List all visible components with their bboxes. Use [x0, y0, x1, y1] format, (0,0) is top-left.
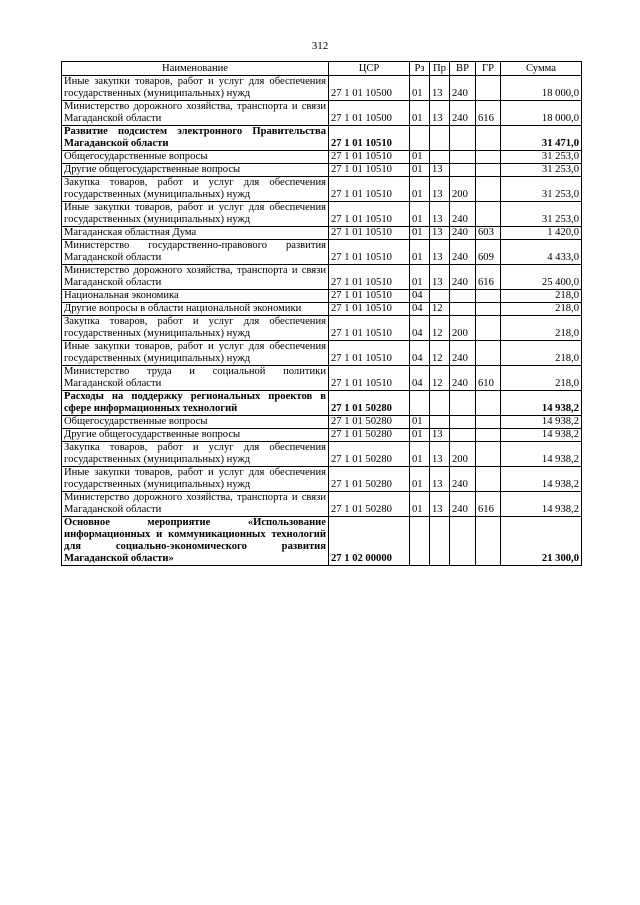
cell-pr: 12 [430, 341, 450, 366]
cell-sum: 14 938,2 [501, 442, 582, 467]
cell-gr: 603 [476, 227, 501, 240]
cell-rz: 01 [410, 177, 430, 202]
cell-csr: 27 1 01 10510 [329, 303, 410, 316]
cell-vr: 240 [450, 202, 476, 227]
cell-pr: 13 [430, 164, 450, 177]
cell-vr: 240 [450, 492, 476, 517]
cell-name: Закупка товаров, работ и услуг для обеспечения государственных (муниципальных) нужд [62, 316, 329, 341]
cell-name: Расходы на поддержку региональных проектов в сфере информационных технологий [62, 391, 329, 416]
cell-rz: 04 [410, 316, 430, 341]
cell-name: Общегосударственные вопросы [62, 151, 329, 164]
cell-csr: 27 1 01 50280 [329, 492, 410, 517]
cell-sum: 31 253,0 [501, 164, 582, 177]
table-row [62, 517, 582, 566]
cell-csr: 27 1 01 10510 [329, 265, 410, 290]
cell-csr: 27 1 01 10510 [329, 316, 410, 341]
cell-gr: 610 [476, 366, 501, 391]
cell-csr: 27 1 01 50280 [329, 467, 410, 492]
cell-gr: 616 [476, 492, 501, 517]
cell-rz: 01 [410, 164, 430, 177]
cell-name: Иные закупки товаров, работ и услуг для обеспечения государственных (муниципальных) нужд [62, 202, 329, 227]
cell-pr: 13 [430, 492, 450, 517]
cell-rz: 01 [410, 202, 430, 227]
cell-gr [476, 303, 501, 316]
cell-sum: 218,0 [501, 366, 582, 391]
cell-sum: 14 938,2 [501, 467, 582, 492]
cell-rz: 01 [410, 240, 430, 265]
cell-gr: 609 [476, 240, 501, 265]
table-header-row [62, 62, 582, 76]
cell-rz: 01 [410, 227, 430, 240]
cell-vr [450, 164, 476, 177]
cell-vr [450, 517, 476, 566]
cell-name: Общегосударственные вопросы [62, 416, 329, 429]
table-row [62, 492, 582, 517]
cell-csr: 27 1 01 50280 [329, 391, 410, 416]
cell-pr [430, 126, 450, 151]
cell-gr [476, 164, 501, 177]
cell-csr: 27 1 01 10510 [329, 290, 410, 303]
cell-pr [430, 416, 450, 429]
table-row [62, 101, 582, 126]
header-pr: Пр [430, 62, 450, 76]
cell-rz: 01 [410, 265, 430, 290]
table-row [62, 240, 582, 265]
table-row [62, 76, 582, 101]
cell-rz: 01 [410, 429, 430, 442]
cell-sum: 31 253,0 [501, 202, 582, 227]
cell-sum: 14 938,2 [501, 391, 582, 416]
cell-rz: 01 [410, 101, 430, 126]
cell-gr [476, 442, 501, 467]
cell-pr: 13 [430, 265, 450, 290]
cell-csr: 27 1 01 50280 [329, 416, 410, 429]
cell-sum: 218,0 [501, 290, 582, 303]
cell-vr: 240 [450, 467, 476, 492]
cell-name: Министерство дорожного хозяйства, транспорта и связи Магаданской области [62, 265, 329, 290]
cell-vr [450, 416, 476, 429]
cell-csr: 27 1 01 50280 [329, 429, 410, 442]
cell-csr: 27 1 01 50280 [329, 442, 410, 467]
cell-csr: 27 1 01 10510 [329, 126, 410, 151]
cell-vr: 240 [450, 101, 476, 126]
table-row [62, 442, 582, 467]
cell-csr: 27 1 01 10510 [329, 151, 410, 164]
cell-vr [450, 429, 476, 442]
cell-gr: 616 [476, 101, 501, 126]
cell-name: Другие общегосударственные вопросы [62, 429, 329, 442]
cell-name: Национальная экономика [62, 290, 329, 303]
cell-pr: 13 [430, 177, 450, 202]
cell-vr: 240 [450, 227, 476, 240]
cell-gr [476, 517, 501, 566]
cell-rz: 04 [410, 290, 430, 303]
table-row [62, 303, 582, 316]
cell-sum: 25 400,0 [501, 265, 582, 290]
cell-gr [476, 76, 501, 101]
cell-sum: 31 471,0 [501, 126, 582, 151]
cell-sum: 218,0 [501, 341, 582, 366]
cell-pr [430, 290, 450, 303]
cell-pr: 13 [430, 467, 450, 492]
cell-name: Министерство государственно-правового развития Магаданской области [62, 240, 329, 265]
table-row [62, 202, 582, 227]
cell-vr [450, 391, 476, 416]
table-row [62, 366, 582, 391]
cell-pr: 12 [430, 303, 450, 316]
header-vr: ВР [450, 62, 476, 76]
cell-gr [476, 341, 501, 366]
header-csr: ЦСР [329, 62, 410, 76]
cell-vr: 240 [450, 366, 476, 391]
cell-csr: 27 1 01 10500 [329, 101, 410, 126]
cell-vr [450, 303, 476, 316]
cell-gr: 616 [476, 265, 501, 290]
cell-sum: 14 938,2 [501, 416, 582, 429]
table-row [62, 177, 582, 202]
cell-csr: 27 1 01 10510 [329, 227, 410, 240]
cell-gr [476, 202, 501, 227]
header-sum: Сумма [501, 62, 582, 76]
table-row [62, 227, 582, 240]
cell-vr: 200 [450, 316, 476, 341]
cell-rz: 01 [410, 76, 430, 101]
budget-table [61, 61, 582, 566]
cell-gr [476, 177, 501, 202]
cell-vr [450, 151, 476, 164]
cell-sum: 1 420,0 [501, 227, 582, 240]
cell-csr: 27 1 01 10510 [329, 240, 410, 265]
cell-vr: 240 [450, 240, 476, 265]
cell-pr: 13 [430, 76, 450, 101]
cell-name: Другие вопросы в области национальной экономики [62, 303, 329, 316]
cell-pr: 13 [430, 240, 450, 265]
cell-sum: 31 253,0 [501, 151, 582, 164]
cell-gr [476, 316, 501, 341]
cell-csr: 27 1 01 10510 [329, 177, 410, 202]
cell-csr: 27 1 01 10510 [329, 366, 410, 391]
cell-vr [450, 290, 476, 303]
cell-rz: 04 [410, 366, 430, 391]
cell-sum: 31 253,0 [501, 177, 582, 202]
cell-pr: 13 [430, 101, 450, 126]
table-row [62, 391, 582, 416]
cell-rz [410, 126, 430, 151]
cell-csr: 27 1 01 10510 [329, 164, 410, 177]
cell-gr [476, 151, 501, 164]
cell-name: Закупка товаров, работ и услуг для обеспечения государственных (муниципальных) нужд [62, 177, 329, 202]
table-row [62, 316, 582, 341]
cell-rz: 01 [410, 442, 430, 467]
cell-sum: 18 000,0 [501, 101, 582, 126]
cell-name: Основное мероприятие «Использование информационных и коммуникационных технологий для социально-экономического развития Магаданской области» [62, 517, 329, 566]
cell-pr: 13 [430, 429, 450, 442]
table-row [62, 429, 582, 442]
cell-name: Иные закупки товаров, работ и услуг для обеспечения государственных (муниципальных) нужд [62, 76, 329, 101]
cell-vr [450, 126, 476, 151]
cell-name: Министерство дорожного хозяйства, транспорта и связи Магаданской области [62, 101, 329, 126]
header-rz: Рз [410, 62, 430, 76]
cell-rz [410, 391, 430, 416]
cell-name: Другие общегосударственные вопросы [62, 164, 329, 177]
cell-gr [476, 416, 501, 429]
cell-pr: 12 [430, 316, 450, 341]
cell-sum: 14 938,2 [501, 492, 582, 517]
cell-vr: 240 [450, 341, 476, 366]
cell-pr [430, 151, 450, 164]
cell-name: Развитие подсистем электронного Правительства Магаданской области [62, 126, 329, 151]
table-row [62, 126, 582, 151]
cell-sum: 21 300,0 [501, 517, 582, 566]
cell-vr: 240 [450, 265, 476, 290]
table-row [62, 290, 582, 303]
table-row [62, 341, 582, 366]
cell-rz: 01 [410, 416, 430, 429]
cell-name: Министерство труда и социальной политики Магаданской области [62, 366, 329, 391]
cell-vr: 200 [450, 177, 476, 202]
table-row [62, 467, 582, 492]
cell-rz: 04 [410, 341, 430, 366]
cell-csr: 27 1 01 10510 [329, 202, 410, 227]
table-row [62, 265, 582, 290]
cell-pr: 13 [430, 442, 450, 467]
cell-pr: 13 [430, 227, 450, 240]
cell-rz: 04 [410, 303, 430, 316]
header-name: Наименование [62, 62, 329, 76]
cell-gr [476, 126, 501, 151]
cell-sum: 4 433,0 [501, 240, 582, 265]
cell-pr: 13 [430, 202, 450, 227]
cell-csr: 27 1 01 10500 [329, 76, 410, 101]
cell-rz: 01 [410, 492, 430, 517]
header-gr: ГР [476, 62, 501, 76]
cell-vr: 200 [450, 442, 476, 467]
table-body [62, 76, 582, 566]
cell-gr [476, 429, 501, 442]
page-number: 312 [311, 40, 329, 52]
cell-name: Закупка товаров, работ и услуг для обеспечения государственных (муниципальных) нужд [62, 442, 329, 467]
cell-csr: 27 1 02 00000 [329, 517, 410, 566]
table-row [62, 151, 582, 164]
cell-gr [476, 290, 501, 303]
cell-gr [476, 391, 501, 416]
cell-rz: 01 [410, 467, 430, 492]
cell-name: Иные закупки товаров, работ и услуг для обеспечения государственных (муниципальных) нужд [62, 341, 329, 366]
table-row [62, 164, 582, 177]
cell-rz [410, 517, 430, 566]
cell-name: Министерство дорожного хозяйства, транспорта и связи Магаданской области [62, 492, 329, 517]
cell-sum: 218,0 [501, 303, 582, 316]
cell-pr: 12 [430, 366, 450, 391]
cell-gr [476, 467, 501, 492]
table-row [62, 416, 582, 429]
cell-pr [430, 517, 450, 566]
cell-name: Магаданская областная Дума [62, 227, 329, 240]
cell-name: Иные закупки товаров, работ и услуг для обеспечения государственных (муниципальных) нужд [62, 467, 329, 492]
cell-rz: 01 [410, 151, 430, 164]
cell-csr: 27 1 01 10510 [329, 341, 410, 366]
cell-sum: 18 000,0 [501, 76, 582, 101]
cell-sum: 14 938,2 [501, 429, 582, 442]
cell-sum: 218,0 [501, 316, 582, 341]
cell-vr: 240 [450, 76, 476, 101]
cell-pr [430, 391, 450, 416]
